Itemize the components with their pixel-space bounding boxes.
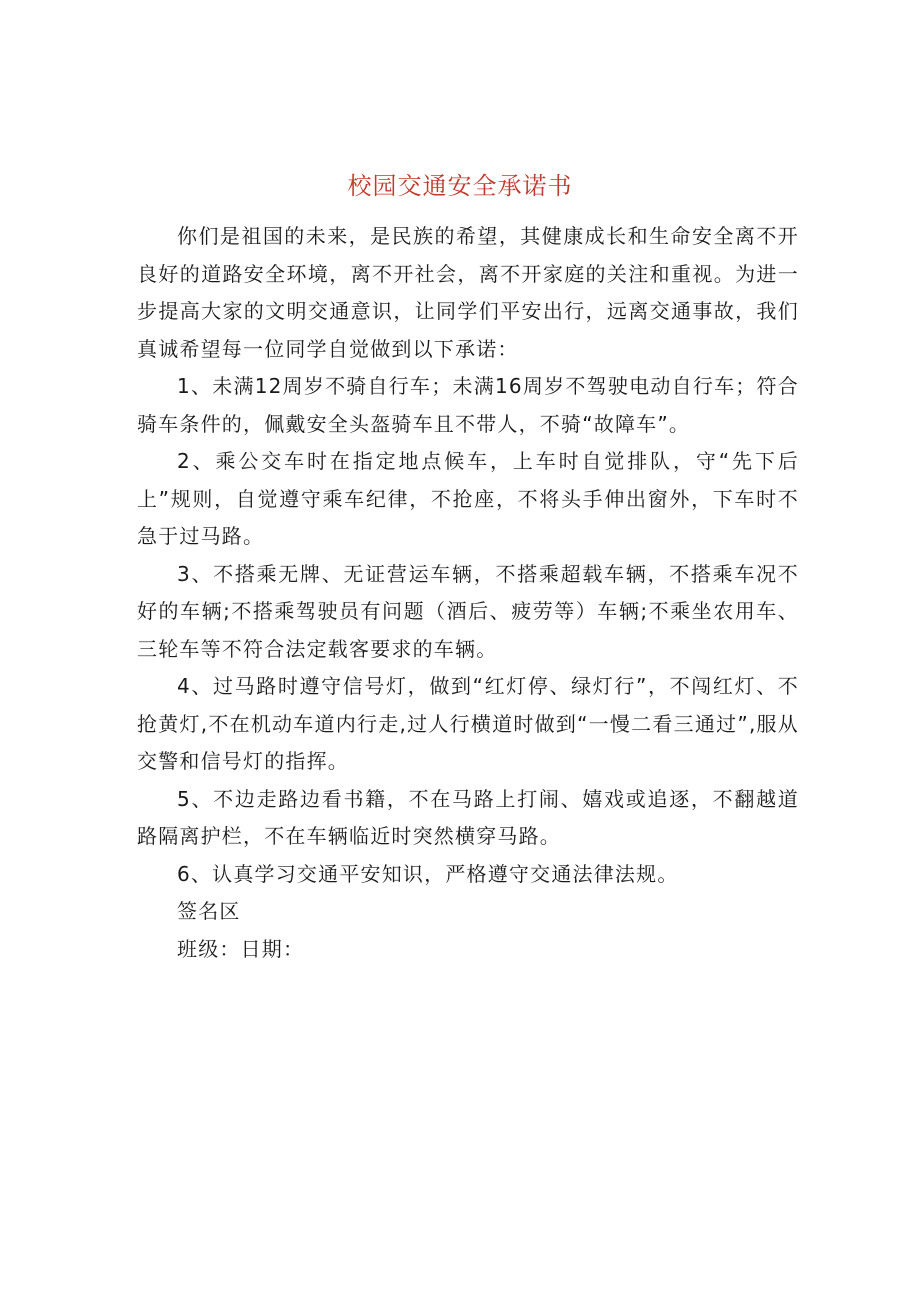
pledge-item-3: 3、不搭乘无牌、无证营运车辆，不搭乘超载车辆，不搭乘车况不好的车辆;不搭乘驾驶员有问题（酒后、疲劳等）车辆;不乘坐农用车、三轮车等不符合法定载客要求的车辆。 [137, 561, 799, 661]
document-body [137, 218, 799, 968]
pledge-item-4: 4、过马路时遵守信号灯，做到“红灯停、绿灯行”，不闯红灯、不抢黄灯,不在机动车道内行走,过人行横道时做到“一慢二看三通过”,服从交警和信号灯的指挥。 [137, 674, 799, 773]
pledge-item-2: 2、乘公交车时在指定地点候车，上车时自觉排队，守“先下后上”规则，自觉遵守乘车纪律，不抢座，不将头手伸出窗外，下车时不急于过马路。 [137, 449, 799, 548]
intro-paragraph: 你们是祖国的未来，是民族的希望，其健康成长和生命安全离不开良好的道路安全环境，离不开社会，离不开家庭的关注和重视。为进一步提高大家的文明交通意识，让同学们平安出行，远离交通事故，我们真诚希望每一位同学自觉做到以下承诺： [137, 224, 799, 361]
class-date-label: 班级：日期： [177, 936, 305, 961]
signature-label: 签名区 [177, 899, 241, 923]
pledge-item-5: 5、不边走路边看书籍，不在马路上打闹、嬉戏或追逐，不翻越道路隔离护栏，不在车辆临近时突然横穿马路。 [137, 786, 799, 848]
document-title: 校园交通安全承诺书 [347, 172, 573, 200]
pledge-item-6: 6、认真学习交通平安知识，严格遵守交通法律法规。 [177, 861, 679, 886]
pledge-item-1: 1、未满12周岁不骑自行车；未满16周岁不驾驶电动自行车；符合骑车条件的，佩戴安全头盔骑车且不带人，不骑“故障车”。 [137, 374, 799, 436]
